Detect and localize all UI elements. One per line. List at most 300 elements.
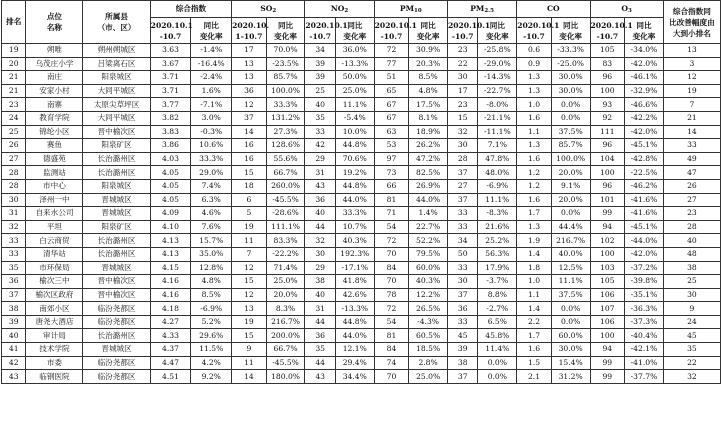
cell-ci: 3.71 <box>150 84 191 98</box>
cell-co-r: -33.3% <box>551 44 590 58</box>
cell-no2-r: 36.0% <box>335 44 374 58</box>
cell-ci: 4.27 <box>150 315 191 329</box>
cell-o3: 99 <box>590 370 625 384</box>
cell-ir: 21 <box>663 111 720 125</box>
cell-county: 长治潞州区 <box>83 152 150 166</box>
cell-ci: 4.37 <box>150 343 191 357</box>
cell-pm25-r: -29.0% <box>478 57 517 71</box>
cell-no2-r: 25.0% <box>335 84 374 98</box>
cell-ci: 4.03 <box>150 152 191 166</box>
cell-ci-r: 7.4% <box>191 179 232 193</box>
cell-ci-r: -6.9% <box>191 302 232 316</box>
cell-rank: 36 <box>2 275 26 289</box>
cell-o3: 105 <box>590 275 625 289</box>
cell-no2-r: 12.1% <box>335 343 374 357</box>
cell-ir: 27 <box>663 193 720 207</box>
cell-ir: 23 <box>663 207 720 221</box>
cell-ir: 33 <box>663 139 720 153</box>
cell-pm10-r: 12.2% <box>409 288 448 302</box>
cell-no2: 29 <box>305 152 336 166</box>
cell-o3-r: -42.0% <box>625 125 664 139</box>
cell-ir: 30 <box>663 288 720 302</box>
cell-pm10: 72 <box>374 302 409 316</box>
cell-rank: 37 <box>2 288 26 302</box>
cell-pm10-r: 17.5% <box>409 98 448 112</box>
cell-pm10-r: 44.0% <box>409 193 448 207</box>
cell-pm10-r: 82.5% <box>409 166 448 180</box>
cell-o3-r: -22.5% <box>625 166 664 180</box>
cell-county: 临汾尧都区 <box>83 370 150 384</box>
header-improve-rank: 综合指数同 比改善幅度由 大到小排名 <box>663 1 720 44</box>
table-body <box>2 44 721 384</box>
cell-o3: 100 <box>590 84 625 98</box>
cell-ci: 4.10 <box>150 220 191 234</box>
cell-no2: 30 <box>305 247 336 261</box>
cell-pm25-r: -8.3% <box>478 207 517 221</box>
cell-so2-r: 66.7% <box>266 166 305 180</box>
cell-o3-r: -44.0% <box>625 234 664 248</box>
cell-ci: 4.05 <box>150 179 191 193</box>
cell-station: 市环保局 <box>26 261 83 275</box>
cell-ir: 48 <box>663 247 720 261</box>
cell-so2: 13 <box>232 71 267 85</box>
cell-no2: 33 <box>305 125 336 139</box>
cell-ci-r: 1.6% <box>191 84 232 98</box>
cell-pm25: 37 <box>447 193 478 207</box>
table-row <box>2 179 721 193</box>
cell-o3: 93 <box>590 98 625 112</box>
cell-o3: 100 <box>590 247 625 261</box>
cell-rank: 43 <box>2 370 26 384</box>
cell-county: 朔州朔城区 <box>83 44 150 58</box>
cell-rank: 21 <box>2 84 26 98</box>
header-period: 2020.10.1 -10.7 <box>150 18 191 44</box>
table-row <box>2 125 721 139</box>
cell-so2-r: -45.5% <box>266 193 305 207</box>
cell-no2: 35 <box>305 111 336 125</box>
cell-pm25-r: 21.6% <box>478 220 517 234</box>
cell-o3: 99 <box>590 207 625 221</box>
table-row <box>2 329 721 343</box>
cell-o3: 106 <box>590 315 625 329</box>
cell-pm25-r: -8.0% <box>478 98 517 112</box>
cell-so2: 19 <box>232 315 267 329</box>
cell-no2-r: 44.0% <box>335 193 374 207</box>
cell-o3: 92 <box>590 111 625 125</box>
cell-so2-r: -22.2% <box>266 247 305 261</box>
cell-rank: 28 <box>2 166 26 180</box>
cell-co: 2.2 <box>517 315 552 329</box>
cell-no2: 31 <box>305 166 336 180</box>
cell-ci-r: -1.4% <box>191 44 232 58</box>
cell-pm25-r: 17.9% <box>478 261 517 275</box>
cell-rank: 33 <box>2 247 26 261</box>
cell-so2: 5 <box>232 207 267 221</box>
cell-pm10-r: 20.3% <box>409 57 448 71</box>
cell-no2: 36 <box>305 193 336 207</box>
cell-so2: 14 <box>232 370 267 384</box>
cell-so2-r: 8.3% <box>266 302 305 316</box>
cell-ci-r: 33.3% <box>191 152 232 166</box>
table-row <box>2 44 721 58</box>
cell-co: 1.4 <box>517 247 552 261</box>
cell-ci-r: -16.4% <box>191 57 232 71</box>
cell-co-r: 44.4% <box>551 220 590 234</box>
cell-so2-r: 66.7% <box>266 343 305 357</box>
cell-co-r: 9.1% <box>551 179 590 193</box>
cell-no2-r: 29.4% <box>335 356 374 370</box>
cell-co: 1.6 <box>517 111 552 125</box>
cell-co-r: 20.0% <box>551 166 590 180</box>
cell-so2-r: 85.7% <box>266 71 305 85</box>
cell-ir: 7 <box>663 98 720 112</box>
cell-so2: 18 <box>232 179 267 193</box>
table-row <box>2 343 721 357</box>
cell-o3-r: -45.1% <box>625 220 664 234</box>
cell-pm10-r: 26.9% <box>409 179 448 193</box>
cell-co: 1.2 <box>517 166 552 180</box>
cell-co: 1.6 <box>517 152 552 166</box>
cell-county: 长治潞州区 <box>83 234 150 248</box>
cell-county: 阳泉城区 <box>83 71 150 85</box>
cell-pm25: 34 <box>447 234 478 248</box>
cell-ir: 25 <box>663 275 720 289</box>
cell-ir: 28 <box>663 220 720 234</box>
cell-co: 1.4 <box>517 302 552 316</box>
cell-rank: 31 <box>2 207 26 221</box>
cell-co-r: 31.2% <box>551 370 590 384</box>
cell-pm10: 81 <box>374 329 409 343</box>
cell-o3-r: -34.0% <box>625 44 664 58</box>
cell-no2-r: 40.3% <box>335 234 374 248</box>
cell-so2-r: 33.3% <box>266 98 305 112</box>
cell-o3: 102 <box>590 234 625 248</box>
cell-o3: 96 <box>590 179 625 193</box>
cell-no2: 25 <box>305 84 336 98</box>
header-yoy: 同比 变化率 <box>335 18 374 44</box>
cell-no2: 38 <box>305 275 336 289</box>
table-row <box>2 207 721 221</box>
cell-station: 教育学院 <box>26 111 83 125</box>
cell-county: 晋城城区 <box>83 207 150 221</box>
header-o3: $O_3$ <box>590 1 663 18</box>
cell-so2: 11 <box>232 234 267 248</box>
table-row <box>2 356 721 370</box>
cell-no2-r: 10.0% <box>335 125 374 139</box>
cell-so2: 19 <box>232 220 267 234</box>
cell-ci-r: 6.3% <box>191 193 232 207</box>
cell-pm25: 28 <box>447 152 478 166</box>
cell-so2-r: 260.0% <box>266 179 305 193</box>
cell-pm10-r: 18.5% <box>409 343 448 357</box>
cell-so2-r: 20.0% <box>266 288 305 302</box>
cell-station: 南寨 <box>26 98 83 112</box>
cell-ci-r: 11.5% <box>191 343 232 357</box>
cell-o3: 100 <box>590 329 625 343</box>
cell-no2-r: 50.0% <box>335 71 374 85</box>
cell-rank: 32 <box>2 220 26 234</box>
cell-pm25: 33 <box>447 315 478 329</box>
cell-ci-r: 4.8% <box>191 275 232 289</box>
cell-ci-r: 15.7% <box>191 234 232 248</box>
table-row <box>2 261 721 275</box>
cell-o3-r: -42.0% <box>625 57 664 71</box>
cell-ir: 32 <box>663 370 720 384</box>
cell-pm25-r: -25.8% <box>478 44 517 58</box>
cell-o3: 111 <box>590 125 625 139</box>
cell-co-r: 30.0% <box>551 71 590 85</box>
cell-o3: 83 <box>590 57 625 71</box>
cell-o3-r: -35.1% <box>625 288 664 302</box>
cell-o3: 96 <box>590 71 625 85</box>
cell-no2-r: 33.3% <box>335 207 374 221</box>
cell-so2-r: 55.6% <box>266 152 305 166</box>
cell-so2: 12 <box>232 288 267 302</box>
air-quality-table <box>1 0 721 384</box>
header-yoy: 同比 变化率 <box>478 18 517 44</box>
header-so2: $SO_2$ <box>232 1 305 18</box>
cell-no2-r: 11.1% <box>335 98 374 112</box>
cell-pm10-r: 30.9% <box>409 44 448 58</box>
cell-ci-r: -0.3% <box>191 125 232 139</box>
cell-pm25: 37 <box>447 288 478 302</box>
cell-o3-r: -45.1% <box>625 139 664 153</box>
cell-pm10: 74 <box>374 356 409 370</box>
cell-station: 平坦 <box>26 220 83 234</box>
cell-so2: 37 <box>232 111 267 125</box>
cell-o3-r: -46.6% <box>625 98 664 112</box>
header-county: 所属县 （市、区） <box>83 1 150 44</box>
cell-no2: 44 <box>305 315 336 329</box>
cell-no2-r: -17.1% <box>335 261 374 275</box>
cell-ci: 3.71 <box>150 71 191 85</box>
cell-ir: 14 <box>663 125 720 139</box>
cell-co: 1.6 <box>517 193 552 207</box>
cell-pm25: 37 <box>447 166 478 180</box>
cell-pm25-r: -6.9% <box>478 179 517 193</box>
cell-o3-r: -41.6% <box>625 193 664 207</box>
cell-co: 1.3 <box>517 220 552 234</box>
cell-ir: 24 <box>663 315 720 329</box>
cell-no2: 35 <box>305 343 336 357</box>
cell-no2: 34 <box>305 44 336 58</box>
cell-so2-r: -45.5% <box>266 356 305 370</box>
cell-co: 0.9 <box>517 57 552 71</box>
cell-county: 临汾尧都区 <box>83 302 150 316</box>
cell-so2-r: 71.4% <box>266 261 305 275</box>
cell-rank: 28 <box>2 179 26 193</box>
cell-county: 晋中榆次区 <box>83 288 150 302</box>
cell-ci: 4.05 <box>150 193 191 207</box>
cell-county: 阳泉城区 <box>83 179 150 193</box>
cell-no2: 29 <box>305 261 336 275</box>
cell-so2: 16 <box>232 139 267 153</box>
cell-pm25: 30 <box>447 275 478 289</box>
cell-ci-r: 8.5% <box>191 288 232 302</box>
cell-pm10: 63 <box>374 125 409 139</box>
cell-station: 自来水公司 <box>26 207 83 221</box>
cell-county: 吕梁离石区 <box>83 57 150 71</box>
cell-rank: 27 <box>2 152 26 166</box>
cell-county: 太原尖草坪区 <box>83 98 150 112</box>
header-no2: $NO_2$ <box>305 1 374 18</box>
cell-pm10: 72 <box>374 234 409 248</box>
cell-so2: 12 <box>232 98 267 112</box>
cell-pm10-r: 2.8% <box>409 356 448 370</box>
cell-so2-r: 200.0% <box>266 329 305 343</box>
cell-so2-r: 100.0% <box>266 84 305 98</box>
cell-o3-r: -32.9% <box>625 84 664 98</box>
cell-o3-r: -37.2% <box>625 261 664 275</box>
table-row <box>2 84 721 98</box>
cell-rank: 30 <box>2 193 26 207</box>
cell-station: 临钢医院 <box>26 370 83 384</box>
cell-so2-r: 27.3% <box>266 125 305 139</box>
cell-pm25: 15 <box>447 111 478 125</box>
cell-pm10: 78 <box>374 288 409 302</box>
cell-rank: 38 <box>2 302 26 316</box>
cell-pm10-r: 25.0% <box>409 370 448 384</box>
cell-co: 1.7 <box>517 329 552 343</box>
cell-station: 泽州一中 <box>26 193 83 207</box>
cell-rank: 19 <box>2 44 26 58</box>
cell-station: 监测站 <box>26 166 83 180</box>
cell-rank: 39 <box>2 315 26 329</box>
cell-no2: 39 <box>305 57 336 71</box>
cell-pm25: 30 <box>447 139 478 153</box>
cell-station: 清华站 <box>26 247 83 261</box>
cell-rank: 23 <box>2 98 26 112</box>
cell-ir: 19 <box>663 84 720 98</box>
header-yoy: 同比 变化率 <box>625 18 664 44</box>
cell-co: 1.9 <box>517 234 552 248</box>
cell-ir: 26 <box>663 179 720 193</box>
cell-ci: 4.09 <box>150 207 191 221</box>
cell-o3: 107 <box>590 302 625 316</box>
table-row <box>2 315 721 329</box>
cell-station: 白云商贸 <box>26 234 83 248</box>
cell-ci: 4.16 <box>150 275 191 289</box>
cell-no2-r: 44.8% <box>335 315 374 329</box>
cell-co-r: 30.0% <box>551 84 590 98</box>
cell-ci: 3.63 <box>150 44 191 58</box>
cell-no2-r: 41.8% <box>335 275 374 289</box>
cell-no2: 44 <box>305 220 336 234</box>
header-yoy: 同比 变化率 <box>191 18 232 44</box>
cell-pm25-r: 56.3% <box>478 247 517 261</box>
cell-station: 唐尧大酒店 <box>26 315 83 329</box>
cell-rank: 40 <box>2 329 26 343</box>
cell-pm25: 33 <box>447 207 478 221</box>
header-yoy: 同比 变化率 <box>551 18 590 44</box>
cell-county: 阳泉矿区 <box>83 139 150 153</box>
cell-pm25-r: 48.0% <box>478 166 517 180</box>
cell-pm10: 67 <box>374 111 409 125</box>
table-row <box>2 98 721 112</box>
table-row <box>2 370 721 384</box>
cell-co-r: 37.5% <box>551 125 590 139</box>
cell-no2-r: -13.3% <box>335 302 374 316</box>
cell-ir: 13 <box>663 44 720 58</box>
cell-o3-r: -42.2% <box>625 111 664 125</box>
table-row <box>2 288 721 302</box>
cell-co: 0.6 <box>517 44 552 58</box>
cell-co-r: 37.5% <box>551 288 590 302</box>
cell-no2: 31 <box>305 302 336 316</box>
table-row <box>2 139 721 153</box>
cell-station: 乌茂庄小学 <box>26 57 83 71</box>
cell-no2-r: 34.4% <box>335 370 374 384</box>
cell-station: 德盛苑 <box>26 152 83 166</box>
cell-county: 晋中榆次区 <box>83 125 150 139</box>
cell-co: 1.1 <box>517 125 552 139</box>
cell-station: 锦纶小区 <box>26 125 83 139</box>
cell-pm10: 70 <box>374 247 409 261</box>
cell-pm25-r: 47.8% <box>478 152 517 166</box>
cell-so2-r: 216.7% <box>266 315 305 329</box>
cell-no2: 43 <box>305 179 336 193</box>
cell-pm25-r: 7.1% <box>478 139 517 153</box>
cell-no2-r: -5.4% <box>335 111 374 125</box>
cell-pm25: 23 <box>447 44 478 58</box>
cell-pm25: 22 <box>447 57 478 71</box>
cell-pm10: 51 <box>374 71 409 85</box>
cell-pm10-r: 22.7% <box>409 220 448 234</box>
cell-co: 1.7 <box>517 207 552 221</box>
cell-pm25-r: 25.2% <box>478 234 517 248</box>
cell-so2: 16 <box>232 152 267 166</box>
cell-station: 市委 <box>26 356 83 370</box>
cell-ir: 3 <box>663 57 720 71</box>
cell-pm10-r: 60.0% <box>409 261 448 275</box>
cell-ci: 3.77 <box>150 98 191 112</box>
cell-county: 长治潞州区 <box>83 247 150 261</box>
cell-no2-r: 192.3% <box>335 247 374 261</box>
cell-ci: 3.82 <box>150 111 191 125</box>
cell-ci: 4.05 <box>150 166 191 180</box>
cell-pm10-r: 4.8% <box>409 84 448 98</box>
cell-station: 赛鱼 <box>26 139 83 153</box>
cell-no2-r: 42.6% <box>335 288 374 302</box>
table-row <box>2 247 721 261</box>
cell-ci: 4.33 <box>150 329 191 343</box>
cell-ir: 49 <box>663 152 720 166</box>
cell-pm10-r: 47.2% <box>409 152 448 166</box>
cell-pm10: 54 <box>374 220 409 234</box>
table-row <box>2 166 721 180</box>
cell-co-r: 11.1% <box>551 275 590 289</box>
cell-so2: 13 <box>232 302 267 316</box>
cell-rank: 35 <box>2 261 26 275</box>
cell-county: 晋中榆次区 <box>83 275 150 289</box>
cell-no2-r: 44.8% <box>335 179 374 193</box>
cell-no2-r: 10.7% <box>335 220 374 234</box>
cell-pm25: 38 <box>447 356 478 370</box>
header-yoy: 同比 变化率 <box>266 18 305 44</box>
cell-co: 1.3 <box>517 71 552 85</box>
cell-so2-r: -23.5% <box>266 57 305 71</box>
cell-ir: 22 <box>663 356 720 370</box>
cell-pm10: 67 <box>374 98 409 112</box>
cell-no2-r: -13.3% <box>335 57 374 71</box>
header-pm10: $PM_{10}$ <box>374 1 447 18</box>
cell-o3: 104 <box>590 152 625 166</box>
table-row <box>2 302 721 316</box>
cell-o3: 101 <box>590 193 625 207</box>
cell-ci: 4.47 <box>150 356 191 370</box>
cell-county: 大同平城区 <box>83 84 150 98</box>
cell-co: 1.5 <box>517 356 552 370</box>
